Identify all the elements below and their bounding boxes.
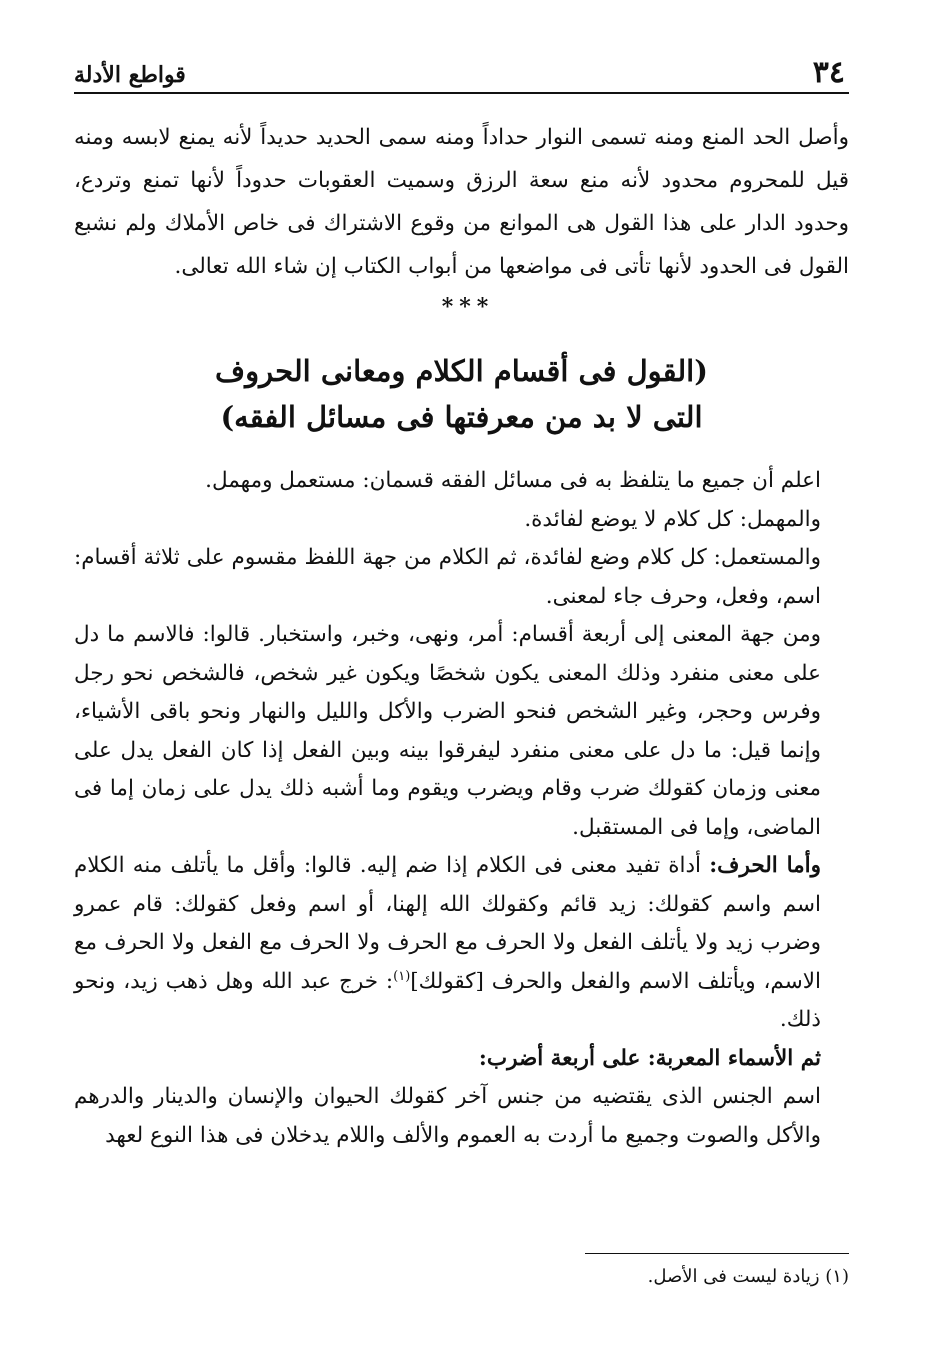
running-header [74,48,849,94]
footnote-reference[interactable]: (١) [393,968,411,984]
page-number: ٣٤ [812,55,845,90]
paragraph-meaning-divisions: ومن جهة المعنى إلى أربعة أقسام: أمر، ونهى، وخبر، واستخبار. قالوا: فالاسم ما دل على معنى منفرد وذلك المعنى يكون شخصًا ويكون غير شخص، فالشخص نحو رجل وفرس وحجر، وغير الشخص فنحو الضرب والأكل والليل والنهار ونحو باقى الأشياء، وإنما قيل: ما دل على معنى منفرد ليفرقوا بينه وبين الفعل إذا كان الفعل يدل على معنى وزمان كقولك ضرب وقام ويضرب ويقوم وما أشبه ذلك يدل على زمان إما فى الماضى، وإما فى المستقبل. [74,622,821,840]
paragraph-speech-divisions: اعلم أن جميع ما يتلفظ به فى مسائل الفقه قسمان: مستعمل ومهمل. [205,468,821,493]
chapter-body [74,462,849,1155]
paragraph-particle-text-a: أداة تفيد معنى فى الكلام إذا ضم إليه. قالوا: وأقل ما يأتلف منه الكلام اسم واسم كقولك: زيد قائم وكقولك الله إلهنا، أو اسم وفعل كقولك: قام عمرو وضرب زيد ولا يأتلف الفعل ولا الحرف مع الحرف ولا الحرف مع الفعل ولا الحرف مع الاسم، ويأتلف الاسم والفعل والحرف [كقولك] [74,853,821,994]
book-title: قواطع الأدلة [74,62,186,88]
paragraph-mohmal: والمهمل: كل كلام لا يوضع لفائدة. [524,506,821,532]
paragraph-mustamal: والمستعمل: كل كلام وضع لفائدة، ثم الكلام من جهة اللفظ مقسوم على ثلاثة أقسام: اسم، وفعل، وحرف جاء لمعنى. [74,545,821,609]
term-particle: وأما الحرف: [709,853,822,878]
paragraph-particle [74,847,849,1040]
sub-heading-declinable-nouns: ثم الأسماء المعربة: على أربعة أضرب: [478,1045,821,1071]
paragraph-genus-noun: اسم الجنس الذى يقتضيه من جنس آخر كقولك الحيوان والإنسان والدينار والدرهم والأكل والصوت وجميع ما أردت به العموم والألف واللام يدخلان فى هذا النوع لعهد [74,1084,821,1148]
paragraph-particle-text-b: : خرج عبد الله وهل ذهب زيد، ونحو ذلك. [74,968,821,1032]
footnote: (١) زيادة ليست فى الأصل. [647,1266,849,1287]
intro-paragraph: وأصل الحد المنع ومنه تسمى النوار حداداً ومنه سمى الحديد حديداً لأنه يمنع لابسه ومنه قيل للمحروم محدود لأنه منع سعة الرزق وسميت العقوبات حدوداً لأنها تمنع وتردع، وحدود الدار على هذا القول هى الموانع من وقوع الاشتراك فى خاص الأملاك ولم نشبع القول فى الحدود لأنها تأتى فى مواضعها من أبواب الكتاب إن شاء الله تعالى. [74,125,849,279]
chapter-heading [74,348,849,440]
footnote-divider [585,1253,849,1254]
chapter-title-line-1: (القول فى أقسام الكلام ومعانى الحروف [215,354,708,388]
chapter-title-line-2: التى لا بد من معرفتها فى مسائل الفقه) [220,400,703,434]
section-separator: *** [441,294,495,320]
